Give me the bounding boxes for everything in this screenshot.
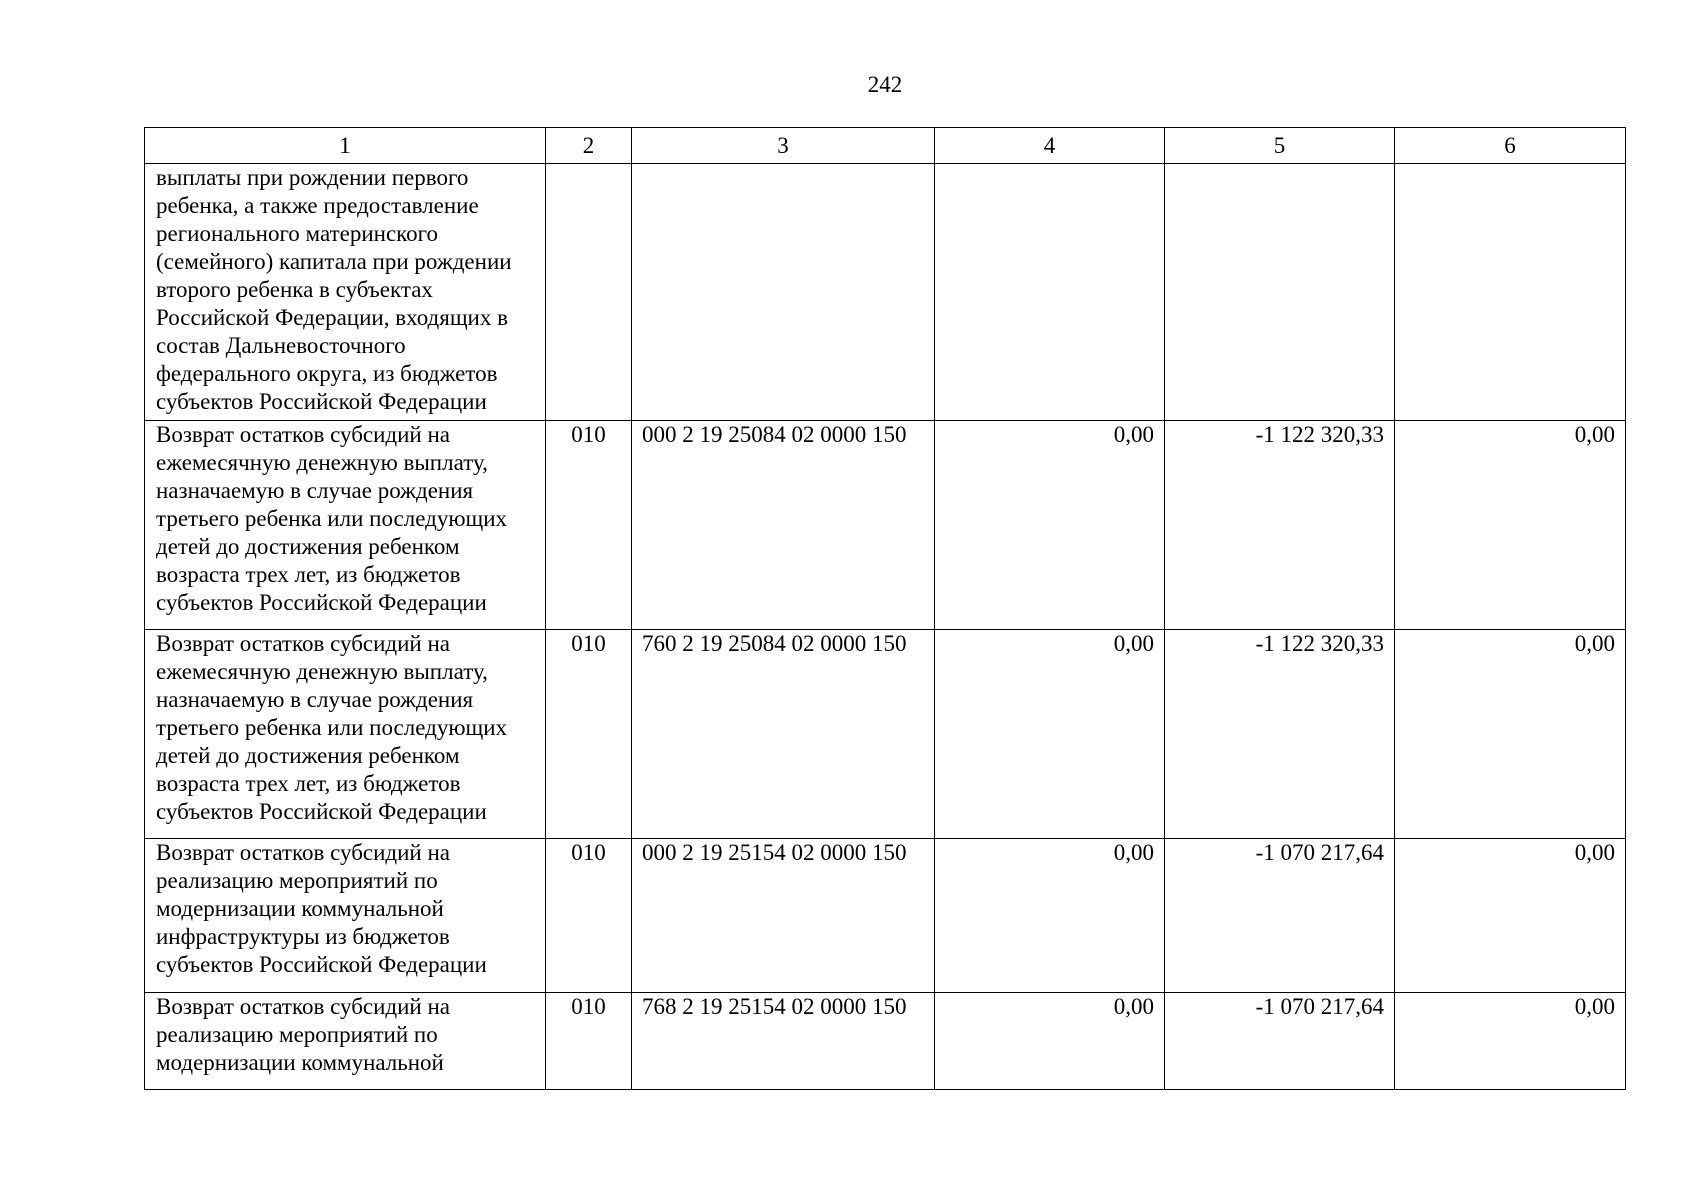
- row-budget-code-cell: 768 2 19 25154 02 0000 150: [632, 993, 935, 1090]
- row-col5-cell: [1165, 164, 1395, 421]
- column-header-4: 4: [935, 128, 1165, 164]
- column-header-1: 1: [145, 128, 546, 164]
- row-budget-code-cell: 000 2 19 25154 02 0000 150: [632, 839, 935, 993]
- column-header-3: 3: [632, 128, 935, 164]
- row-col4-cell: 0,00: [935, 630, 1165, 839]
- column-number-row: [145, 128, 1626, 164]
- column-header-5: 5: [1165, 128, 1395, 164]
- table-row: [145, 839, 1626, 993]
- row-line-code-cell: [546, 164, 632, 421]
- table-row: [145, 630, 1626, 839]
- row-col5-cell: -1 070 217,64: [1165, 839, 1395, 993]
- row-name-cell: Возврат остатков субсидий на ежемесячную денежную выплату, назначаемую в случае рождения третьего ребенка или последующих детей до достижения ребенком возраста трех лет, из бюджетов субъектов Российской Федерации: [145, 421, 546, 630]
- row-col4-cell: 0,00: [935, 839, 1165, 993]
- table-row: [145, 421, 1626, 630]
- row-budget-code-cell: 760 2 19 25084 02 0000 150: [632, 630, 935, 839]
- row-budget-code-cell: [632, 164, 935, 421]
- row-col4-cell: 0,00: [935, 421, 1165, 630]
- row-col6-cell: 0,00: [1395, 993, 1626, 1090]
- column-header-6: 6: [1395, 128, 1626, 164]
- row-budget-code-cell: 000 2 19 25084 02 0000 150: [632, 421, 935, 630]
- row-name-cell: Возврат остатков субсидий на ежемесячную денежную выплату, назначаемую в случае рождения третьего ребенка или последующих детей до достижения ребенком возраста трех лет, из бюджетов субъектов Российской Федерации: [145, 630, 546, 839]
- row-line-code-cell: 010: [546, 630, 632, 839]
- column-header-2: 2: [546, 128, 632, 164]
- page-number: 242: [867, 72, 903, 97]
- row-col5-cell: -1 122 320,33: [1165, 421, 1395, 630]
- row-col4-cell: [935, 164, 1165, 421]
- row-col6-cell: 0,00: [1395, 421, 1626, 630]
- row-line-code-cell: 010: [546, 421, 632, 630]
- row-col5-cell: -1 122 320,33: [1165, 630, 1395, 839]
- row-col6-cell: [1395, 164, 1626, 421]
- row-line-code-cell: 010: [546, 993, 632, 1090]
- row-col4-cell: 0,00: [935, 993, 1165, 1090]
- table-row: [145, 993, 1626, 1090]
- report-table: [144, 127, 1626, 1090]
- row-name-cell: Возврат остатков субсидий на реализацию мероприятий по модернизации коммунальной инфраструктуры из бюджетов субъектов Российской Федерации: [145, 839, 546, 993]
- table-row: [145, 164, 1626, 421]
- row-col6-cell: 0,00: [1395, 839, 1626, 993]
- row-name-cell: выплаты при рождении первого ребенка, а также предоставление регионального материнского (семейного) капитала при рождении второго ребенка в субъектах Российской Федерации, входящих в состав Дальневосточного федерального округа, из бюджетов субъектов Российской Федерации: [145, 164, 546, 421]
- row-line-code-cell: 010: [546, 839, 632, 993]
- row-name-cell: Возврат остатков субсидий на реализацию мероприятий по модернизации коммунальной: [145, 993, 546, 1090]
- row-col6-cell: 0,00: [1395, 630, 1626, 839]
- row-col5-cell: -1 070 217,64: [1165, 993, 1395, 1090]
